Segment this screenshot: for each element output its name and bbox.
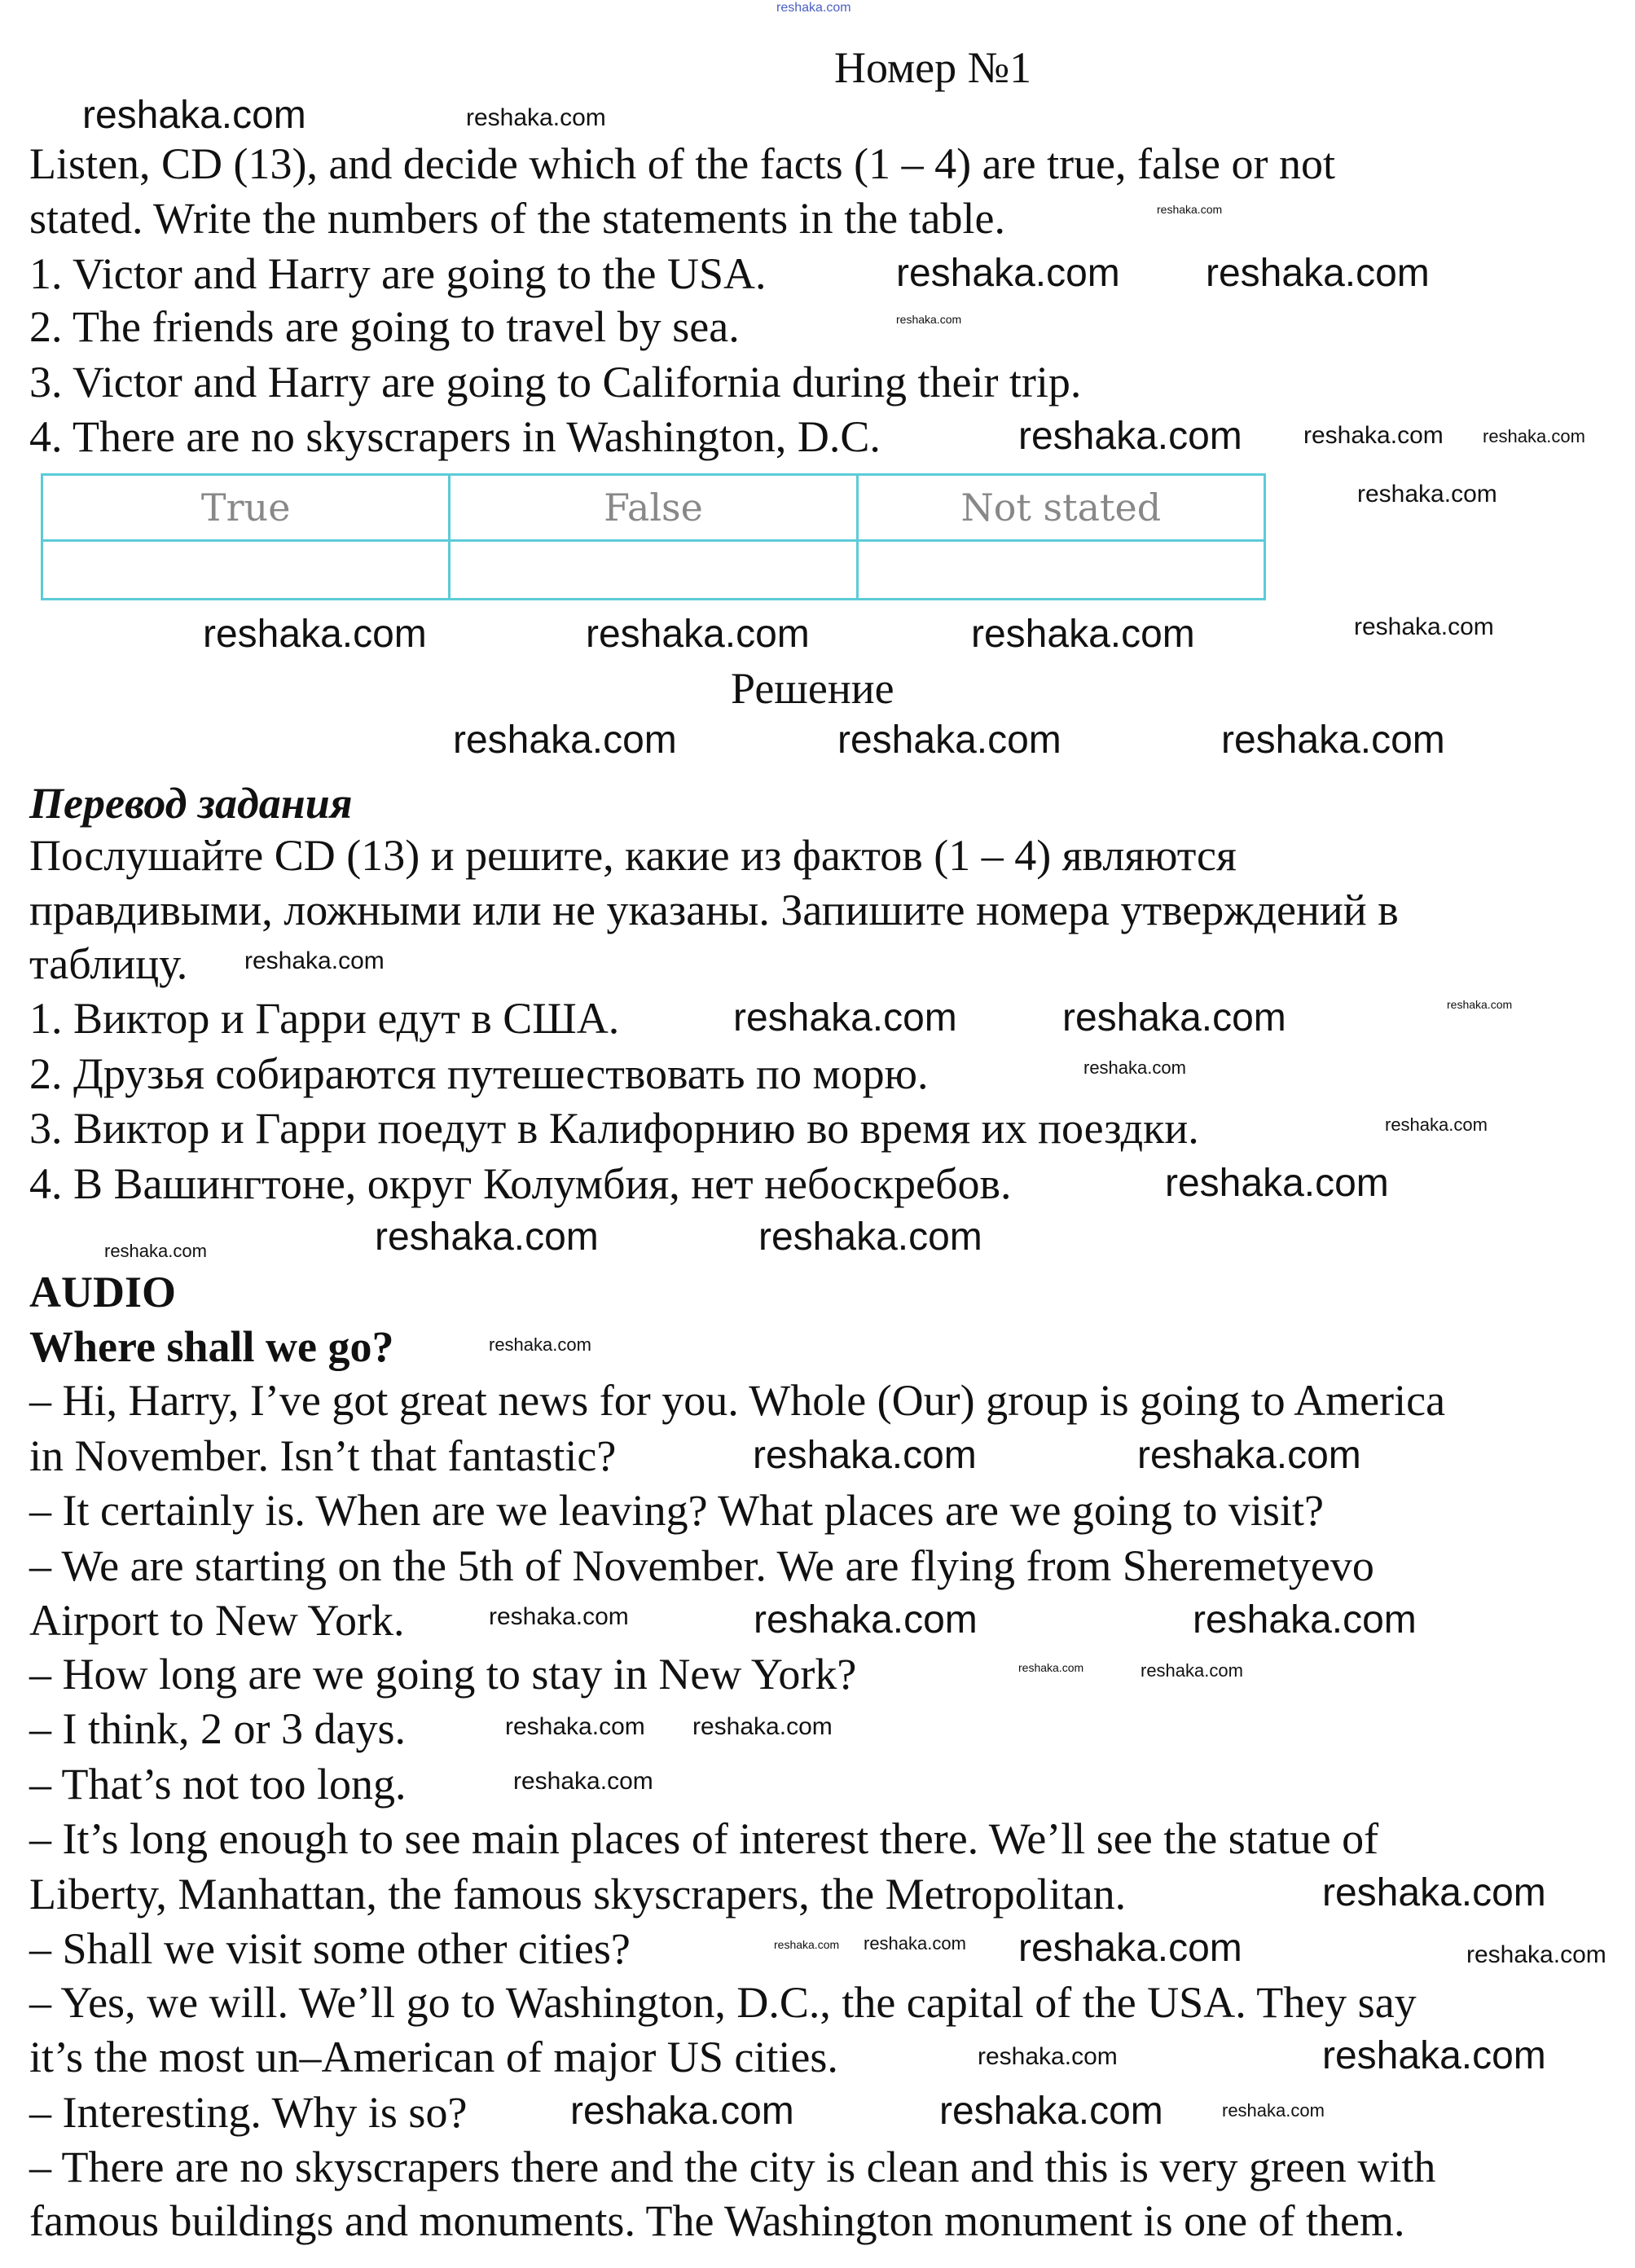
watermark: reshaka.com xyxy=(570,2090,794,2133)
watermark: reshaka.com xyxy=(1466,1941,1606,1968)
translation-line: правдивыми, ложными или не указаны. Запишите номера утверждений в xyxy=(29,886,1399,934)
dialogue-line: – It certainly is. When are we leaving? What places are we going to visit? xyxy=(29,1486,1324,1535)
watermark: reshaka.com xyxy=(1018,1661,1084,1674)
watermark: reshaka.com xyxy=(896,252,1120,295)
dialogue-line: – Shall we visit some other cities? xyxy=(29,1924,631,1973)
watermark: reshaka.com xyxy=(466,104,606,131)
dialogue-line: – I think, 2 or 3 days. xyxy=(29,1704,406,1753)
watermark: reshaka.com xyxy=(939,2090,1163,2133)
dialogue-line: – Yes, we will. We’ll go to Washington, D.C., the capital of the USA. They say xyxy=(29,1978,1417,2027)
watermark: reshaka.com xyxy=(774,1938,840,1951)
watermark: reshaka.com xyxy=(1083,1057,1186,1078)
dialogue-line: it’s the most un–American of major US cities. xyxy=(29,2033,838,2081)
watermark: reshaka.com xyxy=(1322,2034,1546,2077)
watermark: reshaka.com xyxy=(505,1713,645,1740)
header-watermark[interactable]: reshaka.com xyxy=(776,1,851,15)
task-line: stated. Write the numbers of the statements in the table. xyxy=(29,194,1005,243)
cell-true xyxy=(42,541,450,600)
watermark: reshaka.com xyxy=(586,613,810,656)
watermark: reshaka.com xyxy=(375,1215,599,1259)
watermark: reshaka.com xyxy=(864,1933,966,1954)
watermark: reshaka.com xyxy=(453,719,677,762)
translation-line: Послушайте CD (13) и решите, какие из фактов (1 – 4) являются xyxy=(29,831,1237,880)
watermark: reshaka.com xyxy=(1018,415,1242,458)
watermark: reshaka.com xyxy=(104,1241,207,1261)
watermark: reshaka.com xyxy=(513,1768,653,1795)
watermark: reshaka.com xyxy=(1165,1162,1389,1205)
watermark: reshaka.com xyxy=(692,1713,833,1740)
translation-line: 1. Виктор и Гарри едут в США. xyxy=(29,994,620,1043)
statement-1: 1. Victor and Harry are going to the USA. xyxy=(29,249,767,298)
watermark: reshaka.com xyxy=(896,313,962,326)
watermark: reshaka.com xyxy=(733,996,957,1040)
watermark: reshaka.com xyxy=(1322,1871,1546,1914)
page-title: Номер №1 xyxy=(834,43,1032,92)
header-true: True xyxy=(42,475,450,541)
header-false: False xyxy=(450,475,857,541)
dialogue-line: – Hi, Harry, I’ve got great news for you. Whole (Our) group is going to America xyxy=(29,1376,1446,1425)
watermark: reshaka.com xyxy=(1447,998,1513,1011)
statement-4: 4. There are no skyscrapers in Washington, D.C. xyxy=(29,412,881,461)
audio-heading: AUDIO xyxy=(29,1268,177,1316)
dialogue-line: – How long are we going to stay in New York? xyxy=(29,1650,857,1699)
translation-line: 2. Друзья собираются путешествовать по морю. xyxy=(29,1049,929,1098)
watermark: reshaka.com xyxy=(244,947,385,974)
watermark: reshaka.com xyxy=(971,613,1195,656)
dialogue-line: – It’s long enough to see main places of interest there. We’ll see the statue of xyxy=(29,1814,1379,1863)
dialogue-line: in November. Isn’t that fantastic? xyxy=(29,1431,617,1480)
watermark: reshaka.com xyxy=(1385,1114,1488,1135)
watermark: reshaka.com xyxy=(753,1434,977,1477)
translation-line: 3. Виктор и Гарри поедут в Калифорнию во время их поездки. xyxy=(29,1104,1199,1153)
watermark: reshaka.com xyxy=(203,613,427,656)
watermark: reshaka.com xyxy=(1483,426,1585,446)
audio-subheading: Where shall we go? xyxy=(29,1322,394,1371)
translation-line: таблицу. xyxy=(29,939,188,988)
watermark: reshaka.com xyxy=(1221,719,1445,762)
watermark: reshaka.com xyxy=(1303,422,1444,449)
solution-heading: Решение xyxy=(731,664,894,713)
watermark: reshaka.com xyxy=(837,719,1061,762)
watermark: reshaka.com xyxy=(1141,1660,1243,1681)
watermark: reshaka.com xyxy=(1354,613,1494,640)
answer-table xyxy=(41,473,1266,600)
watermark: reshaka.com xyxy=(1062,996,1286,1040)
dialogue-line: – There are no skyscrapers there and the city is clean and this is very green with xyxy=(29,2143,1436,2191)
statement-2: 2. The friends are going to travel by sea. xyxy=(29,302,740,351)
dialogue-line: – We are starting on the 5th of November. We are flying from Sheremetyevo xyxy=(29,1541,1374,1590)
watermark: reshaka.com xyxy=(978,2043,1118,2070)
dialogue-line: Liberty, Manhattan, the famous skyscrapers, the Metropolitan. xyxy=(29,1870,1127,1919)
dialogue-line: – Interesting. Why is so? xyxy=(29,2088,468,2137)
dialogue-line: famous buildings and monuments. The Washington monument is one of them. xyxy=(29,2196,1405,2245)
statement-3: 3. Victor and Harry are going to California during their trip. xyxy=(29,358,1082,407)
watermark: reshaka.com xyxy=(489,1603,629,1630)
watermark: reshaka.com xyxy=(1193,1598,1417,1642)
watermark: reshaka.com xyxy=(1357,481,1497,508)
watermark: reshaka.com xyxy=(489,1334,591,1355)
watermark: reshaka.com xyxy=(82,94,306,137)
watermark: reshaka.com xyxy=(1157,203,1223,216)
watermark: reshaka.com xyxy=(1222,2100,1325,2121)
cell-false xyxy=(450,541,857,600)
dialogue-line: Airport to New York. xyxy=(29,1596,405,1645)
watermark: reshaka.com xyxy=(758,1215,982,1259)
task-line: Listen, CD (13), and decide which of the facts (1 – 4) are true, false or not xyxy=(29,139,1335,188)
watermark: reshaka.com xyxy=(754,1598,978,1642)
dialogue-line: – That’s not too long. xyxy=(29,1760,407,1809)
cell-not-stated xyxy=(857,541,1264,600)
watermark: reshaka.com xyxy=(1137,1434,1361,1477)
translation-heading: Перевод задания xyxy=(29,779,353,828)
header-not-stated: Not stated xyxy=(857,475,1264,541)
watermark: reshaka.com xyxy=(1018,1927,1242,1970)
translation-line: 4. В Вашингтоне, округ Колумбия, нет небоскребов. xyxy=(29,1159,1012,1208)
watermark: reshaka.com xyxy=(1206,252,1430,295)
